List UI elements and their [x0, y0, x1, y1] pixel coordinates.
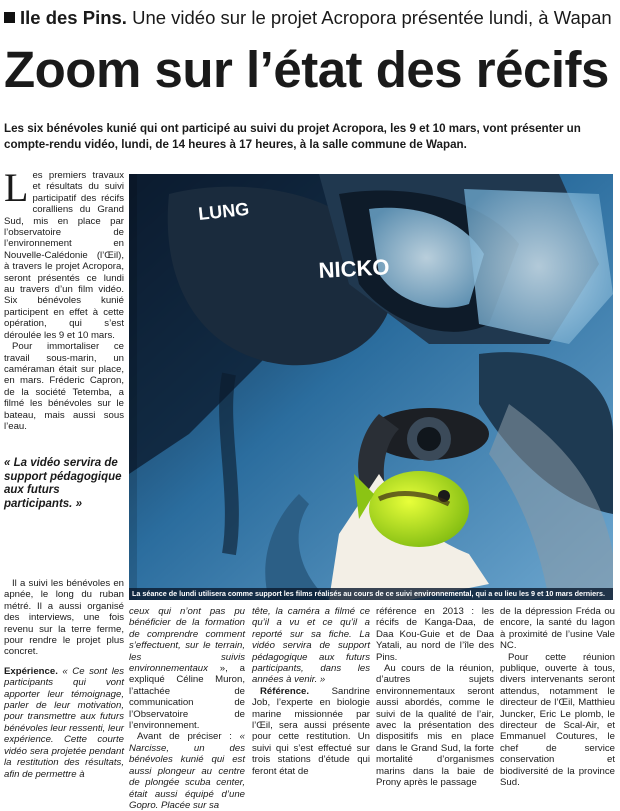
col2-paragraph-2-quote: « Narcisse, un des bénévoles kunié qui est aussi plongeur au centre de plongée scuba center, était aussi équipé d’une Gopro. Placée sur sa: [129, 731, 245, 811]
mask-brand-text: LUNG: [197, 198, 251, 224]
column-4: [376, 606, 494, 789]
column-1-bottom: [4, 578, 124, 780]
col2-paragraph-1-quote: ceux qui n’ont pas pu bénéficier de la formation de comprendre comment s’effectuent, sur le terrain, les suivis environnementaux: [129, 606, 245, 675]
column-5: [500, 606, 615, 789]
col1-paragraph-4: « Ce sont les participants qui vont apporter leur témoignage, parler de leur motivation, pour transmettre aux futurs bénévoles leur ressenti, leur expérience. Cette courte vidéo sera projetée pendant la restitution des résultats, afin de permettre à: [4, 665, 124, 780]
kicker: [4, 6, 616, 30]
standfirst: Les six bénévoles kunié qui ont participé au suivi du projet Acropora, les 9 et 10 mars, vont présenter un compte-rendu vidéo, lundi, de 14 heures à 17 heures, à la salle commune de Wapan.: [4, 122, 581, 151]
col4-paragraph-2: Au cours de la réunion, d’autres sujets environnementaux seront aussi abordés, comme le suivi de la qualité de l’air, avec la présentation des dispositifs mis en place dans le Grand Sud, la forte mortalité d’organismes marins dans la baie de Prony après le passage: [376, 663, 494, 789]
col5-paragraph-1: de la dépression Fréda ou encore, la santé du lagon à proximité de l’usine Vale NC.: [500, 606, 615, 652]
photo-caption: La séance de lundi utilisera comme support les films réalisés au cours de ce suivi environnemental, qui a eu lieu les 9 et 10 mars derniers.: [129, 588, 613, 600]
kicker-section: Ile des Pins.: [20, 7, 127, 28]
col1-paragraph-2: Pour immortaliser ce travail sous-marin, un caméraman était sur place, en mars. Fréderic Capron, de la société Tetemba, a filmé les bénévoles sur le bateau, mais aussi sous l’eau.: [4, 341, 124, 432]
col2-paragraph-1: », a expliqué Céline Muron, l’attachée de communication de l’Observatoire de l’environnement.: [129, 663, 245, 732]
col3-paragraph-2: Sandrine Job, l’experte en biologie marine missionnée par l’Œil, sera aussi présente pour cette restitution. Un suivi qui s’est effectué sur trois stations d’étude qui feront état de: [252, 685, 370, 777]
drop-cap: L: [4, 165, 29, 210]
column-1-top: [4, 165, 124, 432]
col1-paragraph-3: Il a suivi les bénévoles en apnée, le long du ruban métré. Il a aussi organisé des interviews, une fois revenu sur la terre ferme, pour rendre le projet plus concret.: [4, 578, 124, 658]
mask-name-text: NICKO: [317, 254, 391, 283]
col5-paragraph-2: Pour cette réunion publique, ouverte à tous, divers intervenants seront attendus, notamment le directeur de l’Œil, Matthieu Juncker, Eric Le plomb, le directeur de Scal-Air, et Emmanuel Coutures, le chef de service conservation et biodiversité de la province Sud.: [500, 651, 615, 789]
headline: Zoom sur l’état des récifs: [4, 41, 609, 98]
photo-diver: [129, 174, 613, 600]
photo-edge-shadow: [129, 174, 137, 600]
column-2: [129, 606, 245, 811]
col3-paragraph-1: tête, la caméra a filmé ce qu’il a vu et ce qu’il a reporté sur sa fiche. La vidéo servira de support pédagogique aux futurs participants, dans les années à venir. »: [252, 606, 370, 686]
bullet-square-icon: [4, 12, 15, 23]
subhead-experience: Expérience.: [4, 665, 58, 677]
col4-paragraph-1: référence en 2013 : les récifs de Kanga-Daa, de Daa Kou-Guie et de Daa Yatali, au nord de l’île des Pins.: [376, 606, 494, 663]
col1-paragraph-1: es premiers travaux et résultats du suivi participatif des récifs coralliens du Grand Sud, mis en place par l’observatoire de l’environnement en Nouvelle-Calédonie (l’Œil), à travers le projet Acropora, seront présentés ce lundi au travers d’un film vidéo. Six bénévoles kunié participent en effet à cette opération, qui s’est déroulée les 9 et 10 mars.: [4, 170, 124, 341]
column-3: [252, 606, 370, 777]
diver-photo-illustration: [129, 174, 613, 600]
kicker-text: Une vidéo sur le projet Acropora présentée lundi, à Wapan: [132, 7, 612, 28]
col2-paragraph-2: Avant de préciser :: [137, 731, 232, 743]
subhead-reference: Référence.: [260, 685, 310, 697]
pull-quote: « La vidéo servira de support pédagogique aux futurs participants. »: [4, 457, 122, 510]
